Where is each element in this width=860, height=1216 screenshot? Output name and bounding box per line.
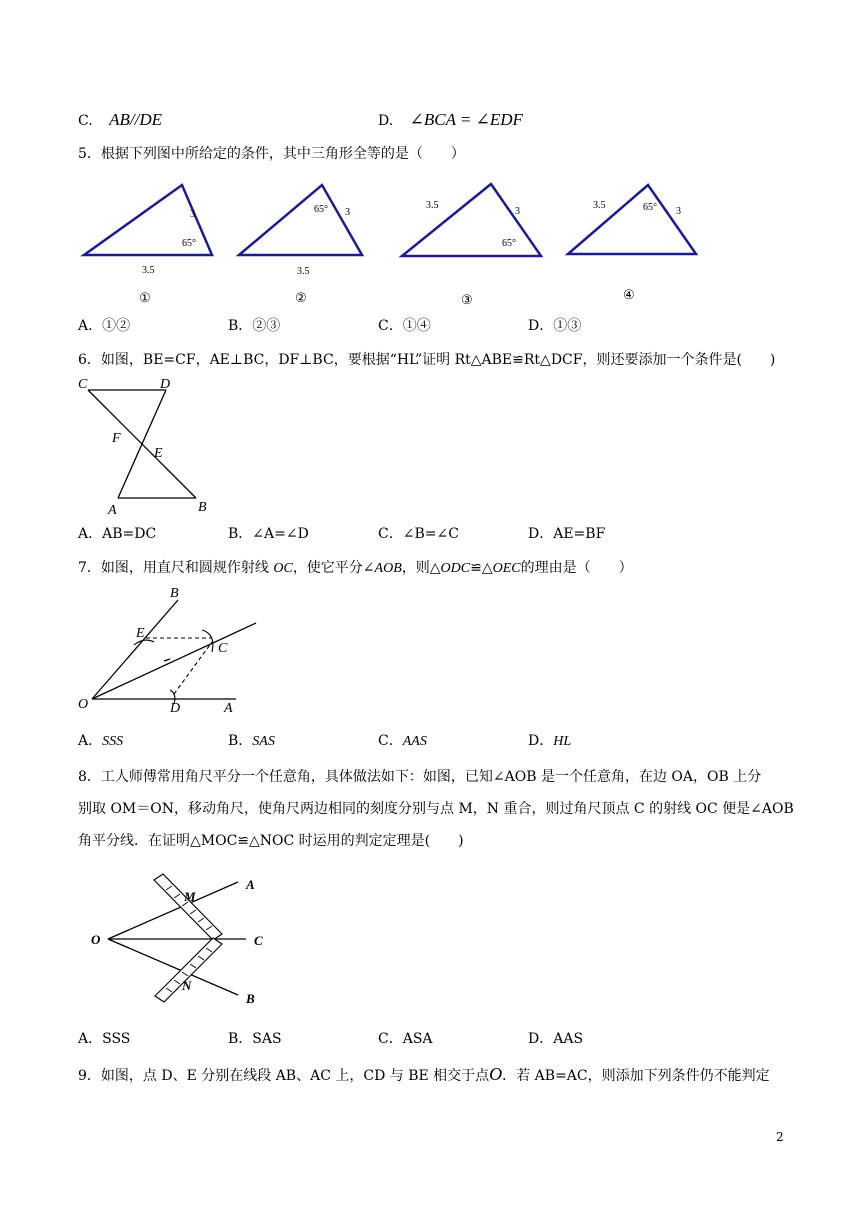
fig1-angle: 65° [182, 238, 196, 249]
q7-option-a: A．SSS [78, 733, 124, 749]
q9-stem: 9．如图，点 D、E 分别在线段 AB、AC 上，CD 与 BE 相交于点O．若 AB=AC，则添加下列条件仍不能判定 [78, 1064, 770, 1084]
fig2-angle: 65° [314, 204, 328, 215]
fig3-label: ③ [461, 292, 473, 307]
q8-stem-line2: 别取 OM＝ON，移动角尺，使角尺两边相同的刻度分别与点 M，N 重合，则过角尺顶点 C 的射线 OC 便是∠AOB [78, 801, 794, 817]
fig4-side-left: 3.5 [593, 200, 606, 211]
q7-stem: 7．如图，用直尺和圆规作射线 OC，使它平分∠AOB，则△ODC≌△OEC的理由是（ ） [78, 560, 633, 576]
q4-option-c [78, 110, 162, 131]
triangle-4 [568, 185, 696, 254]
q5-option-c: C．①④ [378, 318, 431, 334]
fig3-angle: 65° [502, 238, 516, 249]
fig4-angle: 65° [643, 202, 657, 213]
q6-option-b: B．∠A=∠D [228, 526, 309, 542]
q5-option-d: D．①③ [528, 318, 582, 334]
fig1-side-bottom: 3.5 [142, 265, 155, 276]
fig3-side-right: 3 [515, 206, 520, 217]
q7-option-d: D．HL [528, 733, 572, 749]
q6-stem: 6．如图，BE=CF，AE⊥BC，DF⊥BC，要根据“HL”证明 Rt△ABE≌Rt△DCF，则还要添加一个条件是( ) [78, 352, 776, 368]
q7-figure [74, 582, 274, 718]
q7-label-b: B [170, 586, 179, 601]
option-letter: D. [378, 113, 394, 129]
fig4-label: ④ [623, 287, 635, 302]
q4-option-d [378, 110, 523, 131]
q6-label-b: B [198, 500, 207, 515]
q5-stem: 5．根据下列图中所给定的条件，其中三角形全等的是（ ） [78, 146, 465, 162]
q6-option-c: C．∠B=∠C [378, 526, 459, 542]
q6-label-c: C [78, 377, 88, 392]
q6-option-a: A．AB=DC [78, 526, 157, 542]
fig2-side-bottom: 3.5 [297, 266, 310, 277]
q6-label-f: F [112, 431, 121, 446]
q8-stem-line3: 角平分线．在证明△MOC≌△NOC 时运用的判定定理是( ) [78, 833, 464, 849]
q8-option-c: C．ASA [378, 1031, 433, 1047]
q8-label-b: B [246, 991, 255, 1006]
q8-option-b: B．SAS [228, 1031, 282, 1047]
q8-stem-line1: 8．工人师傅常用角尺平分一个任意角，具体做法如下：如图，已知∠AOB 是一个任意角，在边 OA，OB 上分 [78, 769, 762, 785]
q8-label-n: N [182, 978, 192, 993]
page-number: 2 [776, 1130, 784, 1144]
fig4-side-right: 3 [676, 206, 681, 217]
q6-label-a: A [108, 503, 117, 518]
q8-figure [88, 872, 288, 1010]
option-math: AB//DE [109, 110, 163, 129]
fig2-label: ② [295, 290, 307, 305]
q5-option-a: A．①② [78, 318, 131, 334]
q8-option-a: A．SSS [78, 1031, 131, 1047]
q8-option-d: D．AAS [528, 1031, 584, 1047]
q8-label-m: M [184, 889, 196, 904]
q6-option-d: D．AE=BF [528, 526, 606, 542]
q5-option-b: B．②③ [228, 318, 281, 334]
q7-option-b: B．SAS [228, 733, 275, 749]
q7-label-o: O [78, 697, 89, 712]
q8-label-a: A [246, 877, 255, 892]
q6-label-d: D [160, 377, 171, 392]
q7-label-e: E [136, 626, 145, 641]
q8-label-o: O [91, 932, 101, 947]
fig2-side-right: 3 [345, 207, 350, 218]
q6-figure [74, 374, 224, 520]
q5-figures [70, 175, 710, 310]
option-letter: C. [78, 113, 93, 129]
q6-label-e: E [154, 446, 163, 461]
q7-label-a: A [224, 701, 233, 716]
fig1-side-top: 3 [190, 209, 195, 220]
q7-label-c: C [218, 641, 228, 656]
triangle-2 [239, 185, 362, 255]
q8-label-c: C [254, 933, 263, 948]
option-math: ∠BCA = ∠EDF [409, 110, 523, 129]
q7-label-d: D [170, 701, 181, 716]
fig1-label: ① [139, 290, 151, 305]
triangle-3 [402, 184, 541, 256]
fig3-side-left: 3.5 [426, 200, 439, 211]
q7-option-c: C．AAS [378, 733, 427, 749]
